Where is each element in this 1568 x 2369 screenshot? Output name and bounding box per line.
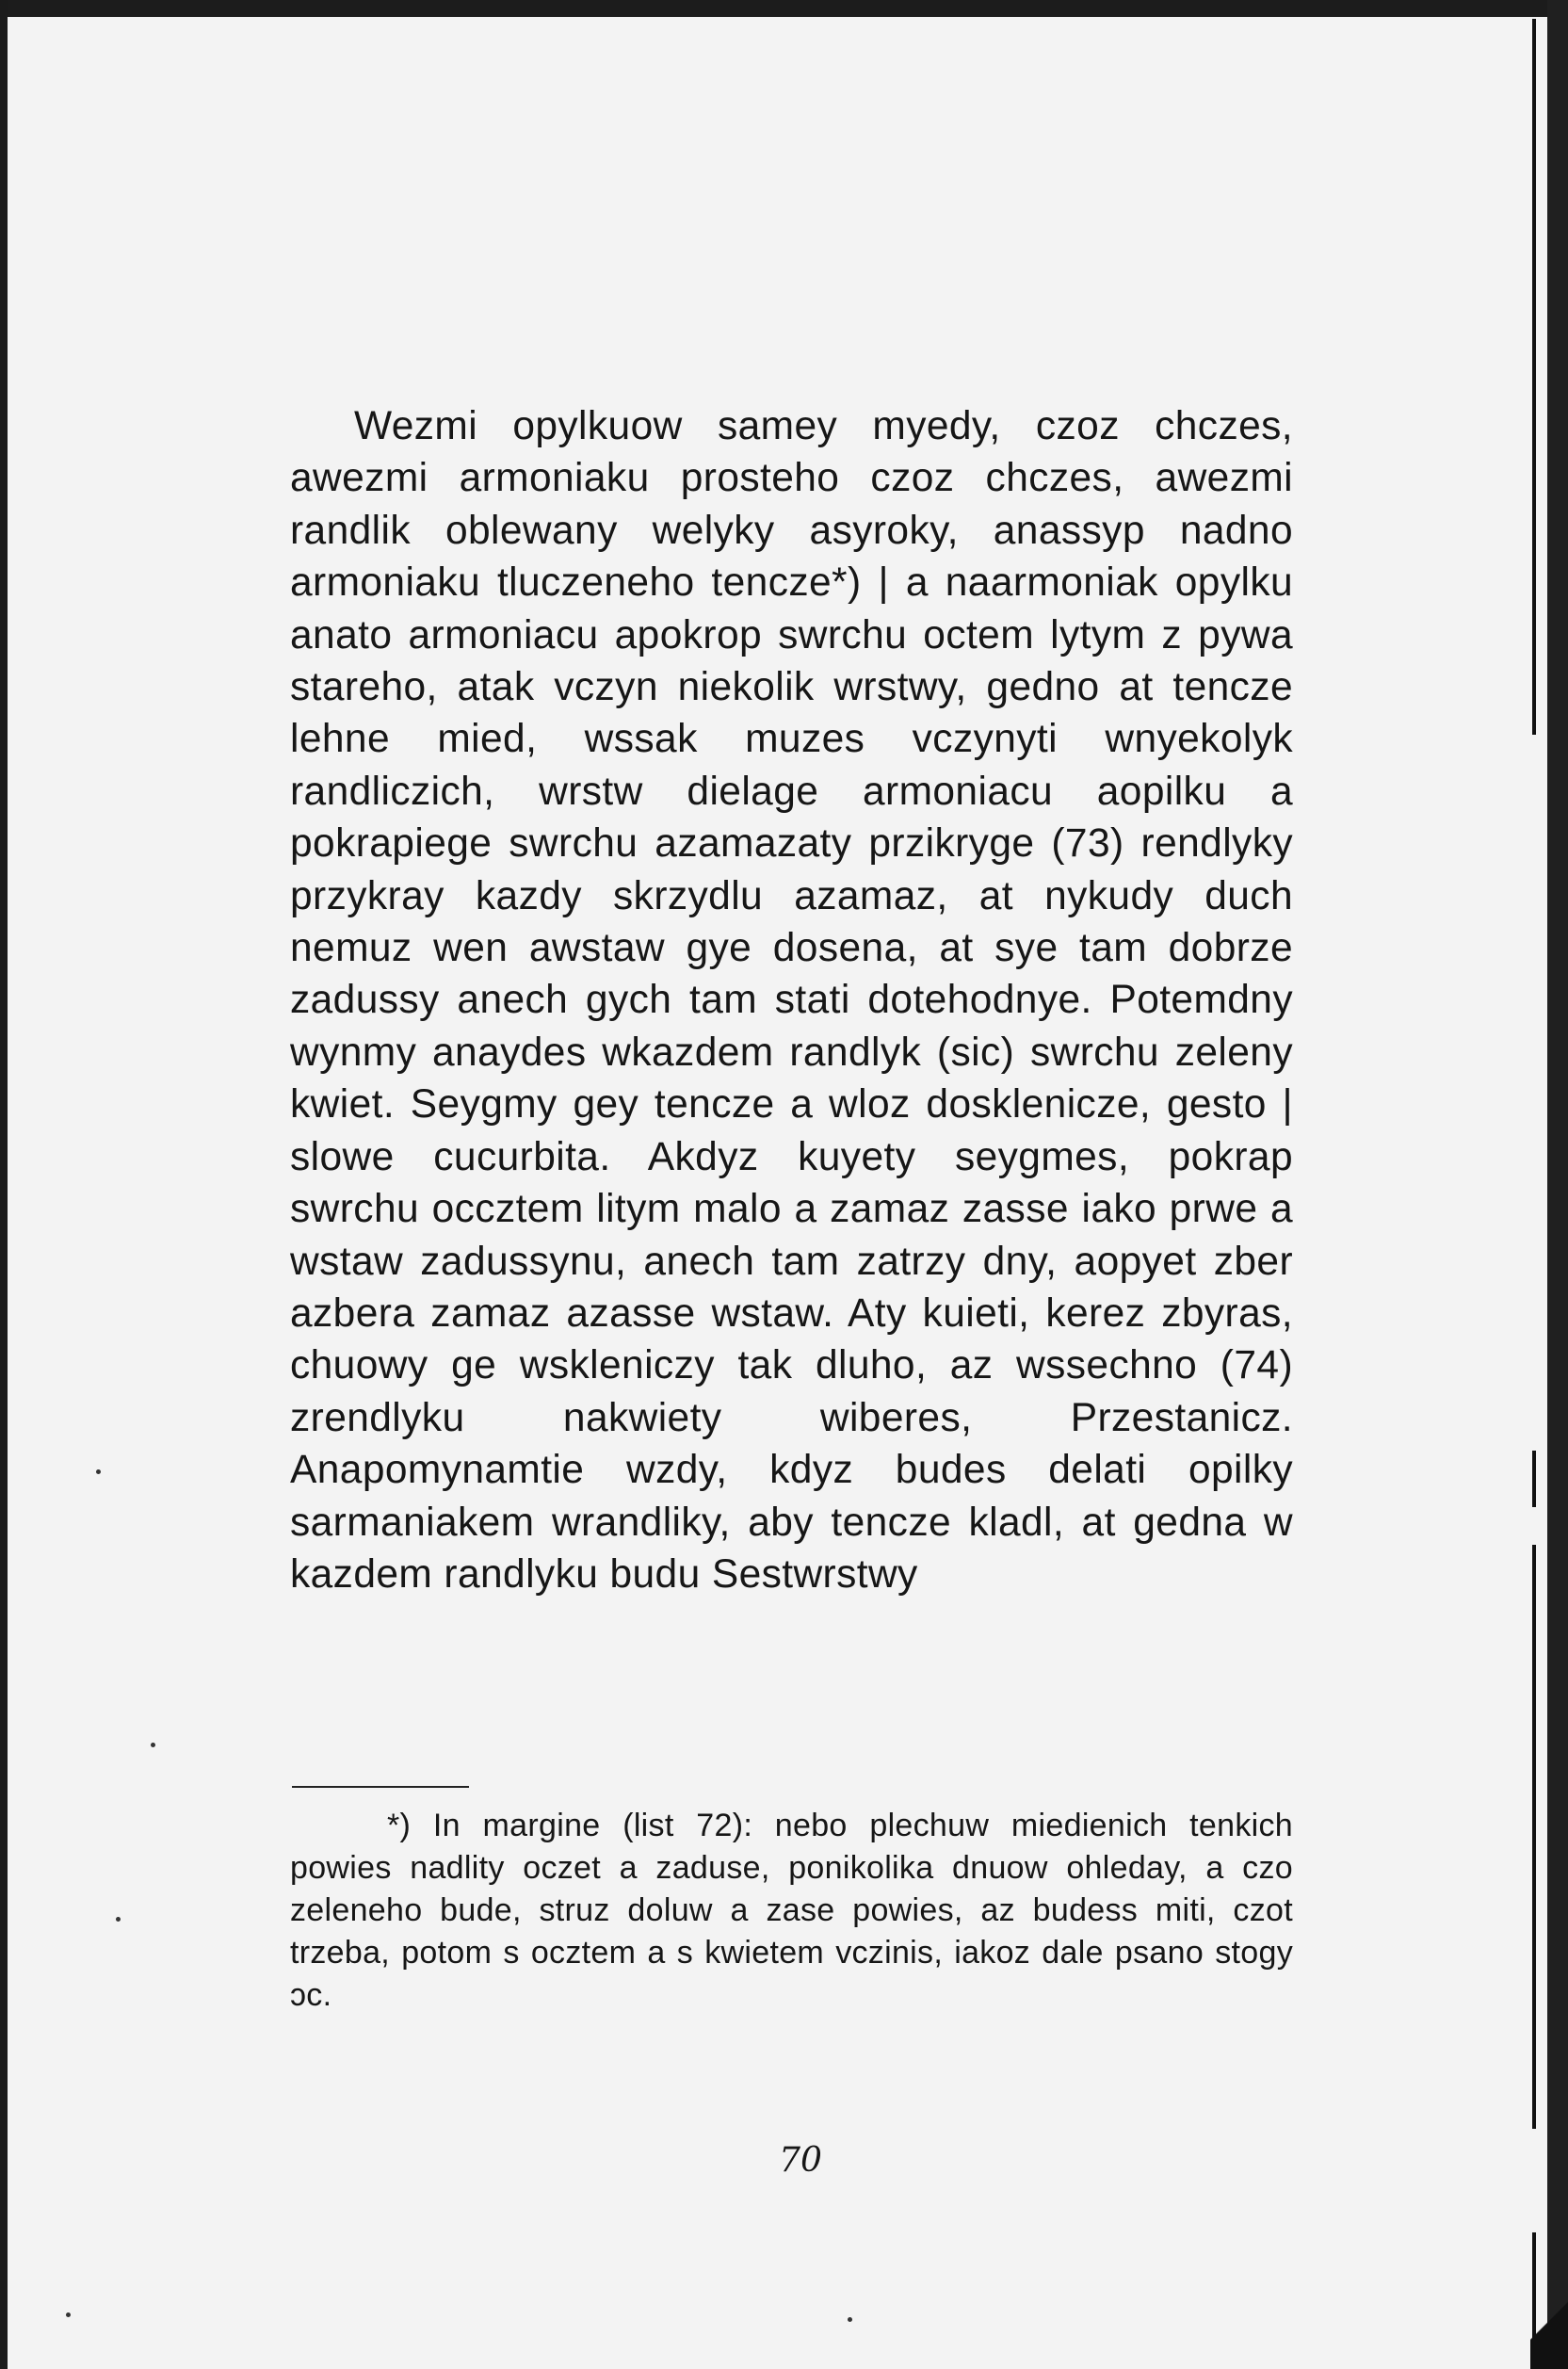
right-margin-mark <box>1532 19 1536 735</box>
scan-speck <box>66 2312 71 2317</box>
scan-speck <box>96 1469 101 1474</box>
footnote-divider <box>292 1786 469 1788</box>
right-margin-mark <box>1532 1545 1536 2129</box>
scan-speck <box>151 1743 155 1747</box>
scan-speck <box>848 2317 852 2322</box>
left-scan-edge <box>0 0 8 2369</box>
page-number: 70 <box>779 2141 822 2180</box>
page-corner-shadow <box>1530 2256 1568 2369</box>
right-scan-shadow <box>1547 0 1568 2369</box>
footnote: *) In margine (list 72): nebo plechuw miedienich tenkich powies nadlity oczet a zaduse, ponikolika dnuow ohleday, a czo zeleneho bude, struz doluw a zase powies, az budess miti, czot trzeba, potom s ocztem a s kwietem vczinis, iakoz dale psano stogy ɔc. <box>290 1808 1293 2013</box>
top-scan-edge <box>0 0 1568 17</box>
scan-speck <box>116 1917 121 1922</box>
right-margin-mark <box>1532 1451 1536 1507</box>
main-paragraph: Wezmi opylkuow samey myedy, czoz chczes, awezmi armoniaku prosteho czoz chczes, awezmi randlik oblewany welyky asyroky, anassyp nadno armoniaku tluczeneho tencze*) | a naarmoniak opylku anato armoniacu apokrop swrchu octem lytym z pywa stareho, atak vczyn niekolik wrstwy, gedno at tencze lehne mied, wssak muzes vczynyti wnyekolyk randliczich, wrstw dielage armoniacu aopilku a pokrapiege swrchu azamazaty przikryge (73) rendlyky przykray kazdy skrzydlu azamaz, at nykudy duch nemuz wen awstaw gye dosena, at sye tam dobrze zadussy anech gych tam stati dotehodnye. Potemdny wynmy anaydes wkazdem randlyk (sic) swrchu zeleny kwiet. Seygmy gey tencze a wloz dosklenicze, gesto | slowe cucurbita. Akdyz kuyety seygmes, pokrap swrchu occztem litym malo a zamaz zasse iako prwe a wstaw zadussynu, anech tam zatrzy dny, aopyet zber azbera zamaz azasse wstaw. Aty kuieti, kerez zbyras, chuowy ge wskleniczy tak dluho, az wssechno (74) zrendlyku nakwiety wiberes, Przestanicz. Anapomynamtie wzdy, kdyz budes delati opilky sarmaniakem wrandliky, aby tencze kladl, at gedna w kazdem randlyku budu Sestwrstwy <box>290 404 1293 1597</box>
